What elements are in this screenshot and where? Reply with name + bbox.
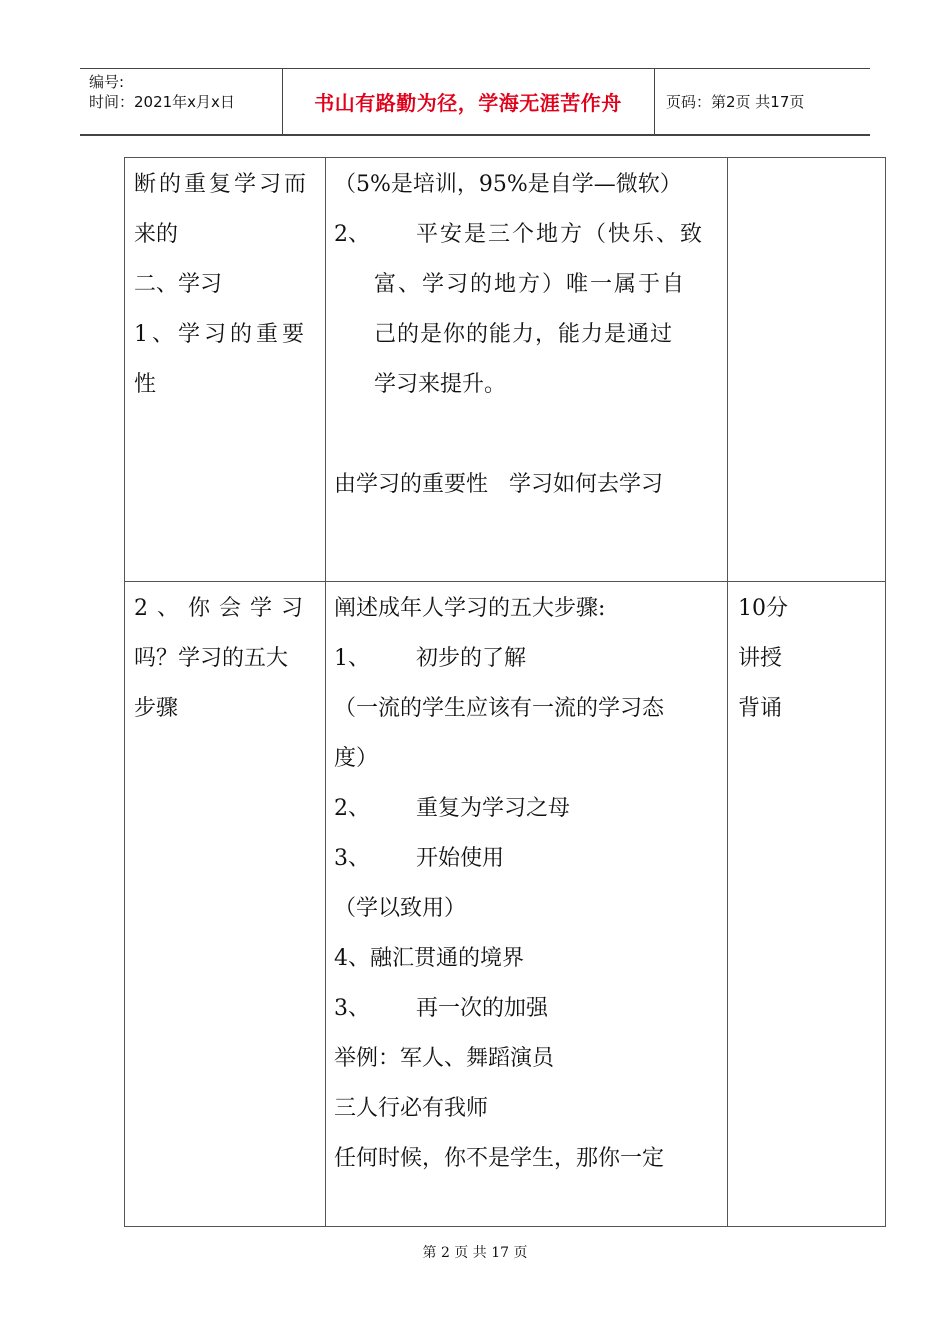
header-motto: 书山有路勤为径，学海无涯苦作舟 [314,91,622,115]
header-page-number: 页码：第2页 共17页 [666,93,805,111]
content-line: 己的是你的能力，能力是通过 [374,322,674,347]
row2-topic-cell [134,584,318,734]
page-footer: 第 2 页 共 17 页 [422,1245,528,1261]
header-divider [654,68,655,135]
blank-line [334,410,724,460]
list-number: 2、 [334,796,370,821]
duration-note: 10分 [738,596,788,621]
content-line: 任何时候，你不是学生，那你一定 [334,1146,665,1171]
content-line: （5%是培训，95%是自学—微软） [334,172,682,197]
page-header [80,68,870,136]
content-line [334,984,724,1034]
table-rule [885,157,886,1227]
table-rule [325,157,326,1227]
list-text: 开始使用 [416,846,505,871]
content-line [334,210,724,260]
content-line: 富、学习的地方）唯一属于自 [374,272,687,297]
content-line: 4、融汇贯通的境界 [334,946,524,971]
serial-label: 编号: [89,73,125,91]
list-number: 3、 [334,846,370,871]
topic-line: 性 [134,372,157,397]
content-line: 度） [334,746,379,771]
table-rule [124,581,886,582]
topic-line: 1、学习的重要 [134,322,308,347]
list-number: 2、 [334,222,370,247]
topic-line: 二、学习 [134,272,223,297]
table-rule [124,157,886,158]
content-line: 阐述成年人学习的五大步骤: [334,596,606,621]
header-meta [89,72,235,112]
table-rule [727,157,728,1227]
topic-line: 来的 [134,222,179,247]
content-line: 学习来提升。 [374,372,507,397]
content-line: （学以致用） [334,896,467,921]
list-number: 3、 [334,996,370,1021]
list-text: 初步的了解 [416,646,527,671]
content-line: （一流的学生应该有一流的学习态 [334,696,665,721]
topic-line: 断的重复学习而 [134,172,310,197]
content-line [334,834,724,884]
topic-line: 2、你会学习 [134,596,312,621]
content-line [334,634,724,684]
table-rule [124,1226,886,1227]
table-rule [124,157,125,1227]
content-line: 举例：军人、舞蹈演员 [334,1046,555,1071]
topic-line: 步骤 [134,696,179,721]
content-line: 三人行必有我师 [334,1096,489,1121]
list-text: 重复为学习之母 [416,796,571,821]
list-text: 平安是三个地方（快乐、致 [416,222,705,247]
row2-notes-cell [738,584,878,734]
method-note: 背诵 [738,696,783,721]
content-line [334,784,724,834]
row1-content-cell [334,160,724,510]
time-label: 时间：2021年x月x日 [89,93,235,111]
row2-content-cell [334,584,724,1184]
content-line: 由学习的重要性 学习如何去学习 [334,472,663,497]
list-text: 再一次的加强 [416,996,549,1021]
list-number: 1、 [334,646,370,671]
topic-line: 吗？学习的五大 [134,646,289,671]
method-note: 讲授 [738,646,783,671]
row1-topic-cell [134,160,318,410]
